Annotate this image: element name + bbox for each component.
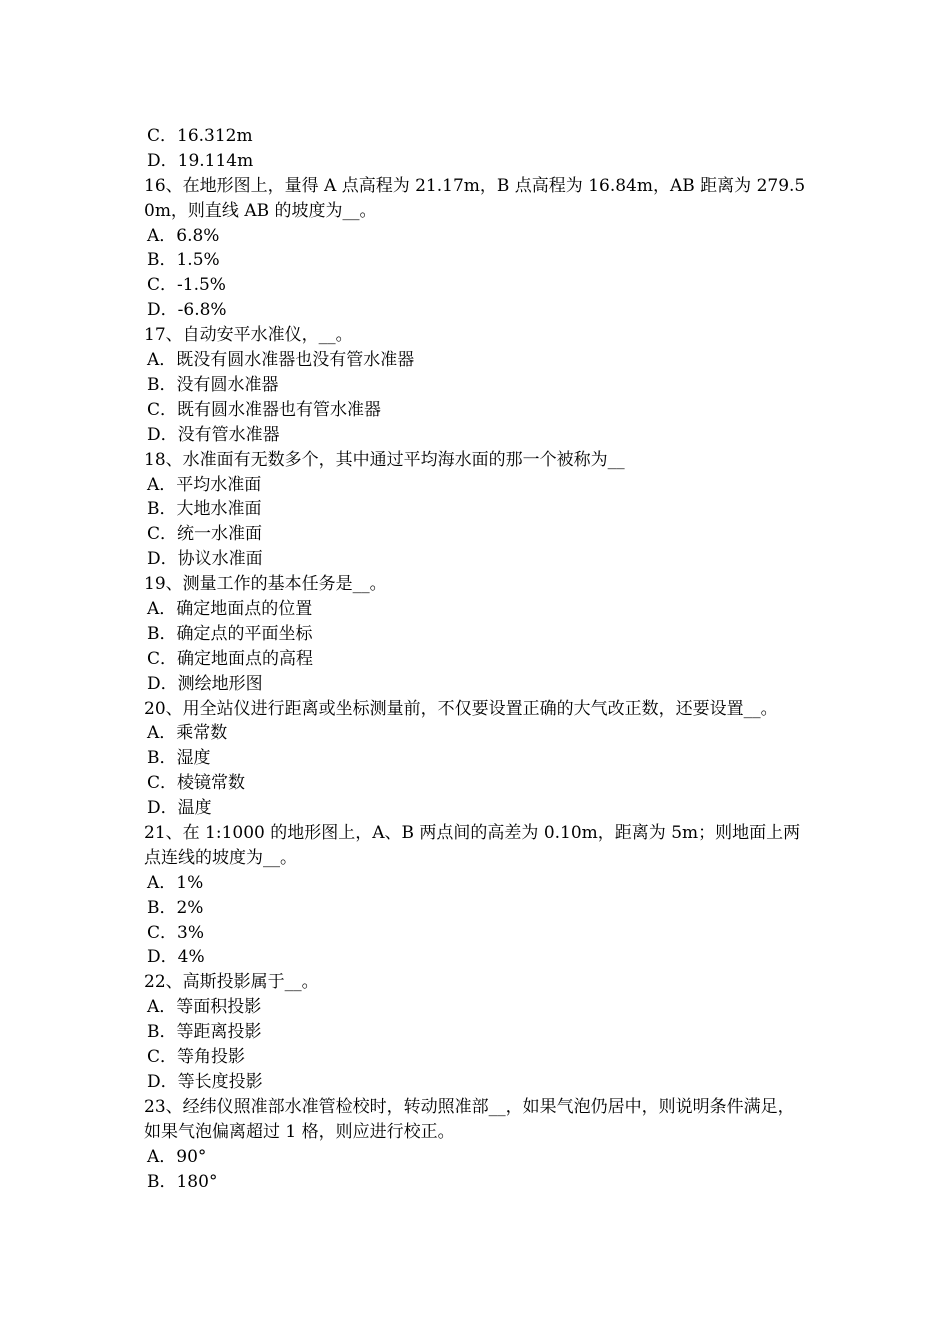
option-a: A．6.8%: [147, 225, 220, 246]
option-d: D．温度: [147, 798, 212, 819]
option-a: A．既没有圆水准器也没有管水准器: [147, 350, 415, 371]
document-page: [144, 124, 809, 1194]
option-a: A．等面积投影: [147, 997, 262, 1018]
option-c: C．统一水准面: [147, 524, 263, 545]
option-d: D．4%: [147, 947, 205, 968]
question-18: 18、水准面有无数多个，其中通过平均海水面的那一个被称为__: [144, 449, 625, 470]
option-b: B．大地水准面: [147, 499, 262, 520]
option-b: B．180°: [147, 1171, 218, 1192]
option-c: C．既有圆水准器也有管水准器: [147, 399, 382, 420]
option-d: D．协议水准面: [147, 549, 263, 570]
option-b: B．2%: [147, 897, 204, 918]
option-b: B．1.5%: [147, 250, 220, 271]
option-b: B．湿度: [147, 748, 211, 769]
option-d: D．等长度投影: [147, 1071, 263, 1092]
option-a: A．1%: [147, 872, 204, 893]
option-d: D．-6.8%: [147, 300, 227, 321]
option-a: A．平均水准面: [147, 474, 262, 495]
question-22: 22、高斯投影属于__。: [144, 972, 319, 993]
question-21: 21、在 1:1000 的地形图上，A、B 两点间的高差为 0.10m，距离为 5m；则地面上两点连线的坡度为__。: [144, 822, 801, 868]
option-c: C．3%: [147, 922, 204, 943]
option-d: D．没有管水准器: [147, 424, 280, 445]
option-a: A．确定地面点的位置: [147, 598, 313, 619]
option-d: D．19.114m: [147, 150, 254, 171]
option-d: D．测绘地形图: [147, 673, 263, 694]
option-c: C．棱镜常数: [147, 773, 246, 794]
question-23: 23、经纬仪照准部水准管检校时，转动照准部__，如果气泡仍居中，则说明条件满足，如果气泡偏离超过 1 格，则应进行校正。: [144, 1096, 795, 1142]
question-17: 17、自动安平水准仪，__。: [144, 325, 353, 346]
option-b: B．确定点的平面坐标: [147, 623, 313, 644]
question-19: 19、测量工作的基本任务是__。: [144, 574, 387, 595]
option-b: B．等距离投影: [147, 1022, 262, 1043]
option-c: C．-1.5%: [147, 275, 226, 296]
option-a: A．乘常数: [147, 723, 228, 744]
option-a: A．90°: [147, 1146, 207, 1167]
question-16: 16、在地形图上，量得 A 点高程为 21.17m，B 点高程为 16.84m，AB 距离为 279.50m，则直线 AB 的坡度为__。: [144, 175, 806, 221]
question-20: 20、用全站仪进行距离或坐标测量前，不仅要设置正确的大气改正数，还要设置__。: [144, 698, 778, 719]
option-b: B．没有圆水准器: [147, 374, 279, 395]
option-c: C．等角投影: [147, 1047, 246, 1068]
option-c: C．确定地面点的高程: [147, 648, 314, 669]
option-c: C．16.312m: [147, 126, 253, 146]
